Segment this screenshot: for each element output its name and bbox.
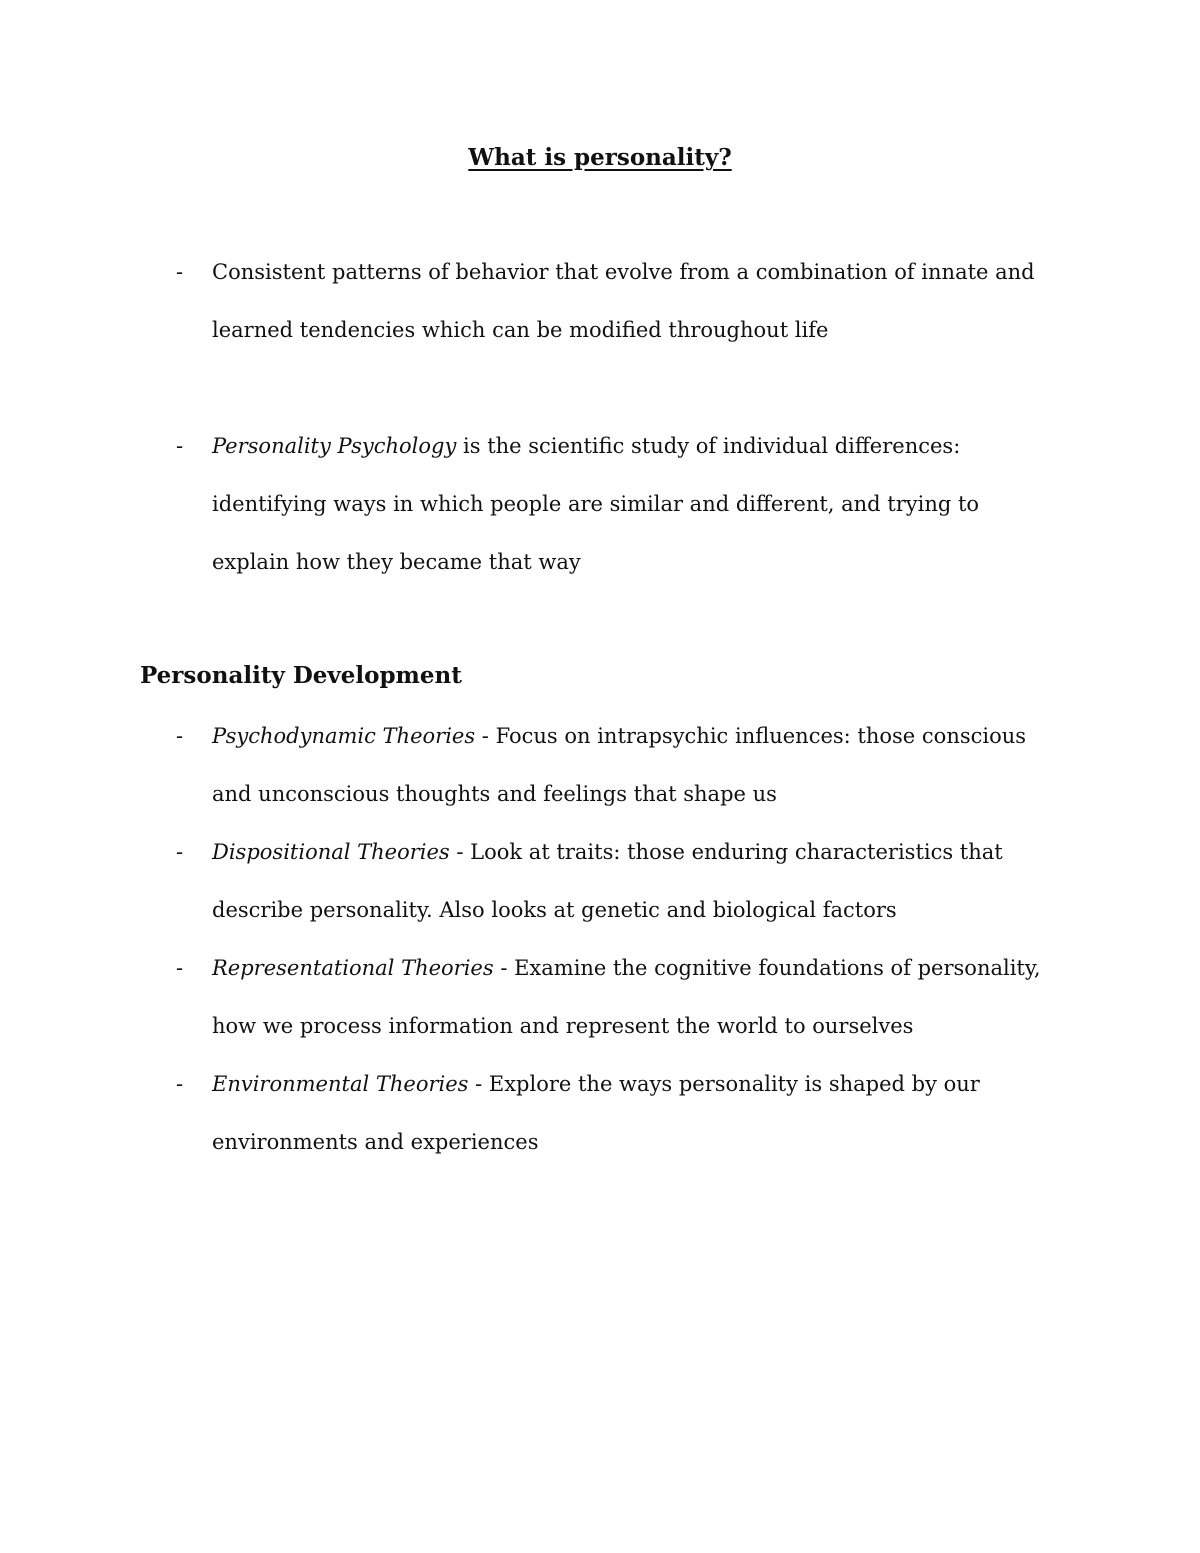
document-title: What is personality? bbox=[468, 144, 732, 171]
list-item-body: Consistent patterns of behavior that evolve from a combination of innate and learned tendencies which can be modified throughout life bbox=[212, 260, 1035, 342]
list-item bbox=[0, 707, 1200, 823]
bullet-dash: - bbox=[176, 840, 184, 864]
list-item bbox=[0, 823, 1200, 939]
list-item-text bbox=[212, 939, 1062, 1055]
list-item-text bbox=[212, 823, 1062, 939]
list-item-term: Environmental Theories bbox=[212, 1072, 469, 1096]
list-item-body: - Examine the cognitive foundations of personality, how we process information and represent the world to ourselves bbox=[212, 956, 1041, 1038]
bullet-dash: - bbox=[176, 434, 184, 458]
list-item bbox=[0, 939, 1200, 1055]
list-item-body: - Explore the ways personality is shaped by our environments and experiences bbox=[212, 1072, 980, 1154]
list-item-text bbox=[212, 1055, 1062, 1171]
list-item-body: - Focus on intrapsychic influences: those conscious and unconscious thoughts and feelings that shape us bbox=[212, 724, 1027, 806]
list-item-term: Dispositional Theories bbox=[212, 840, 450, 864]
list-item-term: Psychodynamic Theories bbox=[212, 724, 476, 748]
bullet-dash: - bbox=[176, 956, 184, 980]
bullet-dash: - bbox=[176, 724, 184, 748]
list-item bbox=[0, 243, 1200, 359]
list-item-text bbox=[212, 417, 1062, 591]
bullet-dash: - bbox=[176, 1072, 184, 1096]
list-item-body: - Look at traits: those enduring characteristics that describe personality. Also looks at genetic and biological factors bbox=[212, 840, 1003, 922]
list-item-term: Personality Psychology bbox=[212, 434, 457, 458]
list-item bbox=[0, 1055, 1200, 1171]
list-item-text bbox=[212, 243, 1062, 359]
bullet-dash: - bbox=[176, 260, 184, 284]
intro-list bbox=[0, 243, 1200, 649]
list-item-body: is the scientific study of individual differences: identifying ways in which people are similar and different, and trying to explain how they became that way bbox=[212, 434, 980, 574]
list-item bbox=[0, 417, 1200, 591]
list-item-text bbox=[212, 707, 1062, 823]
section-heading: Personality Development bbox=[140, 662, 462, 689]
list-item-term: Representational Theories bbox=[212, 956, 494, 980]
theories-list bbox=[0, 707, 1200, 1171]
